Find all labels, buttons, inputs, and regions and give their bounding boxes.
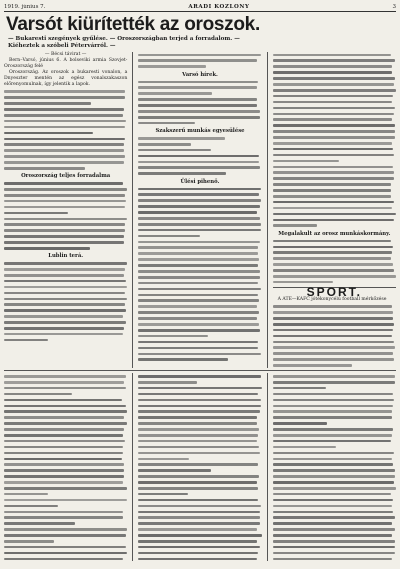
text-filler (273, 373, 396, 561)
text-line (273, 52, 396, 58)
column-rule (267, 373, 268, 561)
text-line (273, 211, 396, 217)
text-line (138, 251, 261, 257)
article-para: Bern–Varsó, június 6. A bolseviki armia Szovjet-Oroszország felé (4, 57, 128, 69)
text-line (273, 238, 396, 244)
column-lower-middle (138, 373, 261, 561)
text-line (138, 97, 261, 103)
text-line (273, 468, 396, 474)
text-filler (138, 52, 261, 70)
text-filler (138, 135, 261, 176)
text-line (138, 245, 261, 251)
text-line (273, 64, 396, 70)
text-line (138, 257, 261, 263)
text-line (4, 296, 127, 302)
text-line (138, 304, 261, 310)
text-line (138, 409, 261, 415)
text-line (273, 521, 396, 527)
text-line (4, 142, 127, 148)
text-line (138, 556, 261, 561)
text-line (273, 351, 396, 357)
dateline: — Bécsi távirat — (44, 52, 87, 57)
sport-heading: SPORT. (306, 285, 362, 300)
text-line (273, 397, 396, 403)
text-line (138, 521, 261, 527)
column-right (273, 52, 396, 368)
column-rule (132, 373, 133, 561)
text-line (4, 228, 127, 234)
text-filler (138, 79, 261, 126)
text-line (4, 515, 127, 521)
text-line (4, 216, 127, 222)
text-filler (273, 304, 396, 369)
sport-lead: A ATE—KAFC jótékonycélú football mérkőzése (277, 296, 387, 302)
text-line (273, 527, 396, 533)
text-line (4, 148, 127, 154)
text-line (138, 450, 261, 456)
text-line (138, 298, 261, 304)
text-line (4, 245, 127, 251)
section-heading: Oroszország teljes forradalma (21, 173, 111, 180)
text-filler (4, 181, 127, 252)
text-line (138, 415, 261, 421)
column-lower-left (4, 373, 127, 561)
text-filler (138, 186, 261, 363)
text-filler (273, 238, 396, 285)
text-line (4, 403, 127, 409)
main-headline: Varsót kiürítették az oroszok. (6, 14, 260, 35)
column-lower-right (273, 373, 396, 561)
text-line (138, 58, 261, 64)
text-line (273, 556, 396, 561)
text-line (138, 357, 261, 363)
text-line (273, 58, 396, 64)
text-line (4, 302, 127, 308)
column-rule (267, 52, 268, 368)
text-filler (273, 52, 396, 229)
paper-name: ARADI KÖZLÖNY (188, 4, 250, 10)
text-line (4, 222, 127, 228)
section-heading: Ülési pihenő. (180, 178, 220, 185)
page-number: 3 (392, 4, 396, 10)
text-line (4, 89, 127, 95)
text-line (138, 165, 261, 171)
text-line (138, 52, 261, 58)
text-line (273, 515, 396, 521)
text-line (4, 290, 127, 296)
text-line (138, 397, 261, 403)
text-line (273, 256, 396, 262)
text-line (4, 415, 127, 421)
text-line (273, 176, 396, 182)
text-line (4, 450, 127, 456)
text-line (138, 79, 261, 85)
text-line (273, 462, 396, 468)
divider (4, 370, 396, 371)
text-line (273, 244, 396, 250)
text-line (273, 345, 396, 351)
text-line (273, 339, 396, 345)
text-line (273, 503, 396, 509)
text-line (4, 409, 127, 415)
text-line (138, 503, 261, 509)
text-line (273, 403, 396, 409)
text-line (273, 509, 396, 515)
article-para: Oroszország. Az oroszok a bukaresti vonalon, a Dnyeszter mentén az egész vonalszakaszon előrenyomulnak, így jelentik a lapok. (4, 70, 128, 87)
text-line (138, 292, 261, 298)
text-line (273, 217, 396, 223)
text-line (138, 239, 261, 245)
text-line (273, 105, 396, 111)
text-line (4, 165, 127, 171)
text-line (4, 397, 127, 403)
text-line (4, 95, 127, 101)
text-line (138, 351, 261, 357)
text-line (138, 345, 261, 351)
subhead-1: — Bukaresti szegények gyűlése. — Oroszországban terjed a forradalom. — (8, 36, 240, 42)
text-line (4, 136, 127, 142)
section-heading: Lublin terá. (48, 253, 84, 260)
text-line (273, 409, 396, 415)
text-line (4, 308, 127, 314)
text-line (138, 204, 261, 210)
text-line (138, 120, 261, 126)
text-line (138, 64, 261, 70)
text-line (273, 450, 396, 456)
text-line (138, 403, 261, 409)
text-line (138, 198, 261, 204)
text-line (138, 462, 261, 468)
text-line (138, 192, 261, 198)
text-line (273, 223, 396, 229)
text-line (273, 304, 396, 310)
text-line (273, 70, 396, 76)
section-heading: Megalakult az orosz munkáskormány. (278, 230, 391, 237)
text-line (4, 468, 127, 474)
column-left (4, 52, 127, 368)
text-line (273, 415, 396, 421)
text-line (138, 171, 261, 177)
column-middle (138, 52, 261, 368)
newspaper-page (4, 4, 396, 561)
text-line (138, 527, 261, 533)
column-rule (132, 52, 133, 368)
text-line (138, 186, 261, 192)
text-line (4, 462, 127, 468)
text-line (138, 310, 261, 316)
text-filler (4, 89, 127, 171)
text-line (273, 111, 396, 117)
text-line (4, 556, 127, 561)
text-line (273, 363, 396, 369)
issue-date: 1919. június 7. (4, 4, 46, 10)
section-heading: Szakszerű munkás egyesülése (155, 128, 245, 135)
text-line (4, 456, 127, 462)
text-line (273, 117, 396, 123)
text-line (273, 250, 396, 256)
text-filler (138, 373, 261, 561)
text-filler (4, 261, 127, 343)
text-line (4, 337, 127, 343)
text-line (138, 85, 261, 91)
text-line (138, 515, 261, 521)
subhead-2: Kiéheztek a szóbeli Pétervárról. — (8, 43, 116, 49)
text-line (4, 509, 127, 515)
text-line (273, 456, 396, 462)
section-heading: Varsó hírek. (182, 71, 218, 78)
text-line (273, 123, 396, 129)
text-line (138, 509, 261, 515)
page-header (4, 4, 396, 12)
text-line (273, 170, 396, 176)
text-filler (4, 373, 127, 561)
text-line (138, 159, 261, 165)
text-line (273, 164, 396, 170)
text-line (4, 527, 127, 533)
text-line (273, 357, 396, 363)
